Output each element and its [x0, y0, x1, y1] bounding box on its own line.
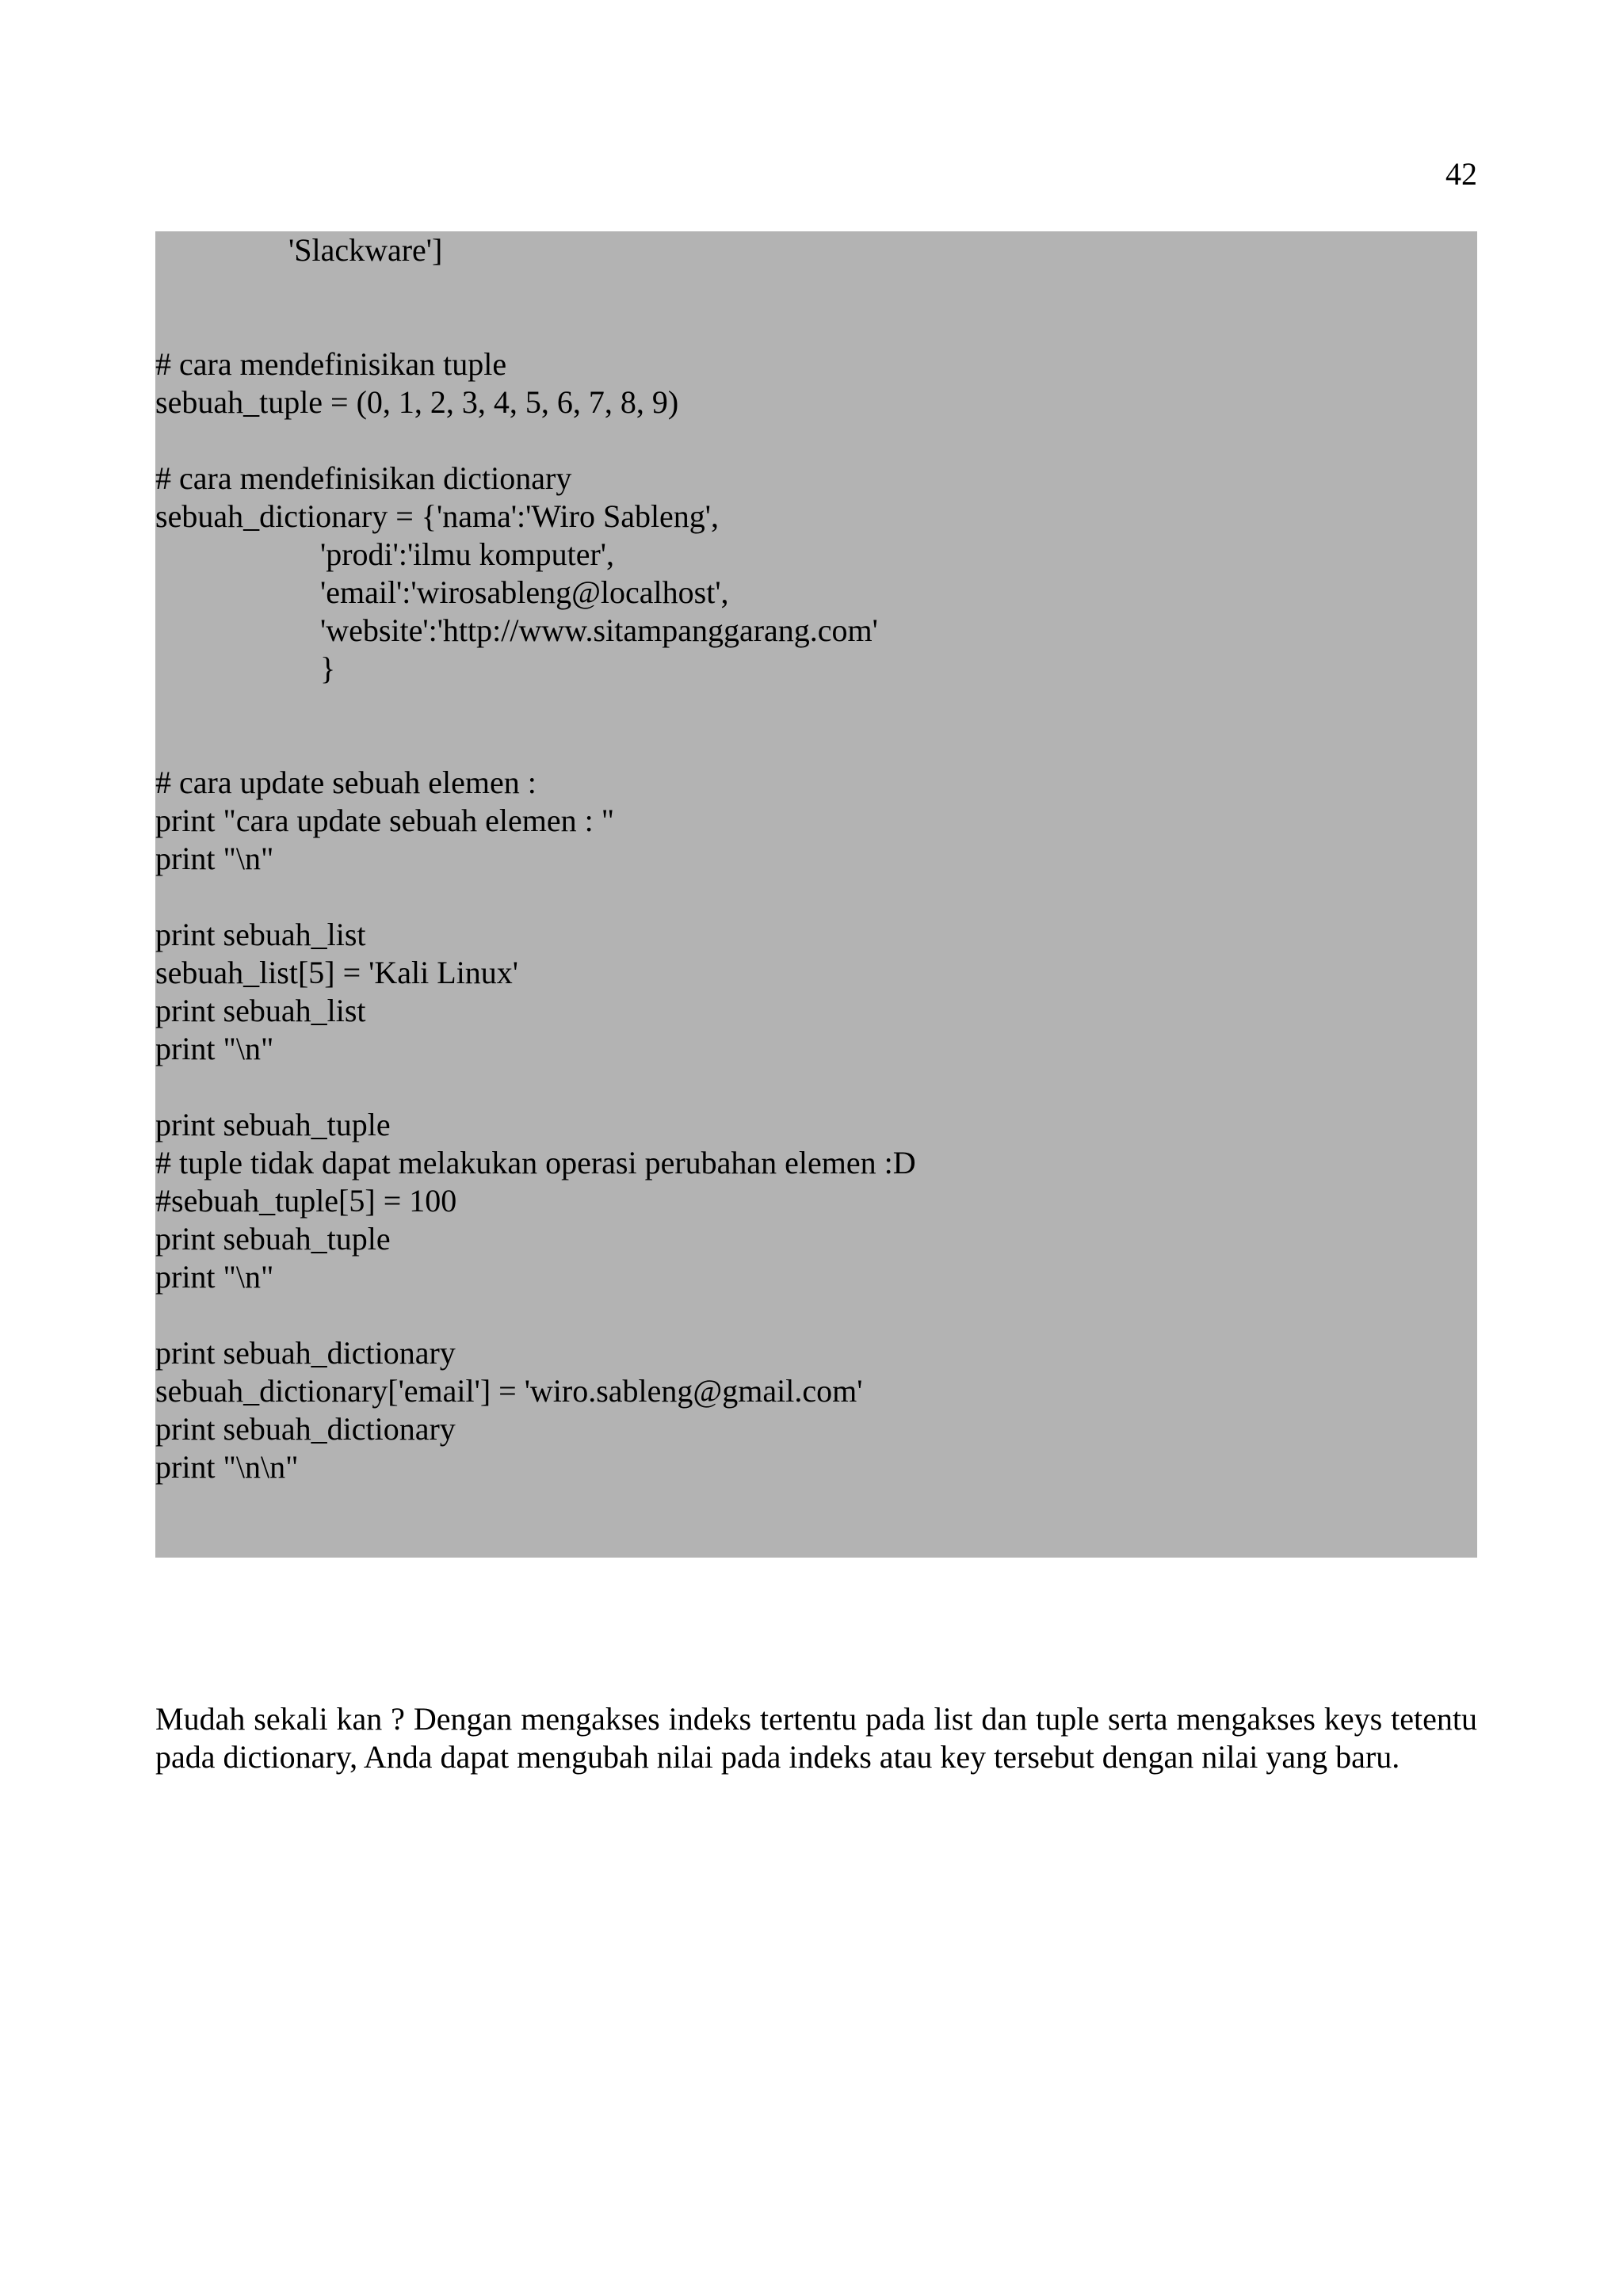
- code-line: # cara update sebuah elemen :: [155, 765, 537, 800]
- code-block: [155, 231, 1477, 1558]
- code-line: sebuah_dictionary = {'nama':'Wiro Sableng',: [155, 498, 720, 534]
- code-line: print "cara update sebuah elemen : ": [155, 803, 615, 838]
- code-line: # cara mendefinisikan tuple: [155, 346, 507, 382]
- body-paragraph: Mudah sekali kan ? Dengan mengakses indeks tertentu pada list dan tuple serta mengakses keys tetentu pada dictionary, Anda dapat mengubah nilai pada indeks atau key tersebut dengan nilai yang baru.: [155, 1701, 1477, 1775]
- code-line: print sebuah_dictionary: [155, 1335, 456, 1371]
- code-blank-line: [155, 688, 1477, 764]
- code-blank-line: [155, 1296, 1477, 1334]
- code-line: sebuah_tuple = (0, 1, 2, 3, 4, 5, 6, 7, 8, 9): [155, 384, 679, 420]
- code-line: # tuple tidak dapat melakukan operasi perubahan elemen :D: [155, 1145, 916, 1180]
- code-line: #sebuah_tuple[5] = 100: [155, 1183, 457, 1219]
- page-number: 42: [1445, 156, 1477, 192]
- code-line: print "\n": [155, 1259, 274, 1295]
- code-line: print sebuah_dictionary: [155, 1411, 456, 1447]
- code-line: print sebuah_list: [155, 917, 366, 952]
- code-line: 'Slackware']: [288, 232, 443, 268]
- code-line: print sebuah_tuple: [155, 1221, 391, 1257]
- code-line: }: [320, 650, 336, 686]
- code-line: 'email':'wirosableng@localhost',: [320, 574, 729, 610]
- code-line: print "\n": [155, 1031, 274, 1066]
- code-line: sebuah_list[5] = 'Kali Linux': [155, 955, 519, 990]
- code-blank-line: [155, 421, 1477, 460]
- code-line: sebuah_dictionary['email'] = 'wiro.sableng@gmail.com': [155, 1373, 863, 1409]
- code-line: print sebuah_list: [155, 993, 366, 1028]
- code-line: # cara mendefinisikan dictionary: [155, 460, 572, 496]
- code-line: 'prodi':'ilmu komputer',: [320, 536, 615, 572]
- code-blank-line: [155, 878, 1477, 916]
- code-blank-line: [155, 269, 1477, 345]
- code-line: print "\n\n": [155, 1449, 299, 1485]
- code-blank-line: [155, 1068, 1477, 1106]
- code-line: print "\n": [155, 841, 274, 876]
- code-line: print sebuah_tuple: [155, 1107, 391, 1142]
- code-line: 'website':'http://www.sitampanggarang.com': [320, 612, 878, 648]
